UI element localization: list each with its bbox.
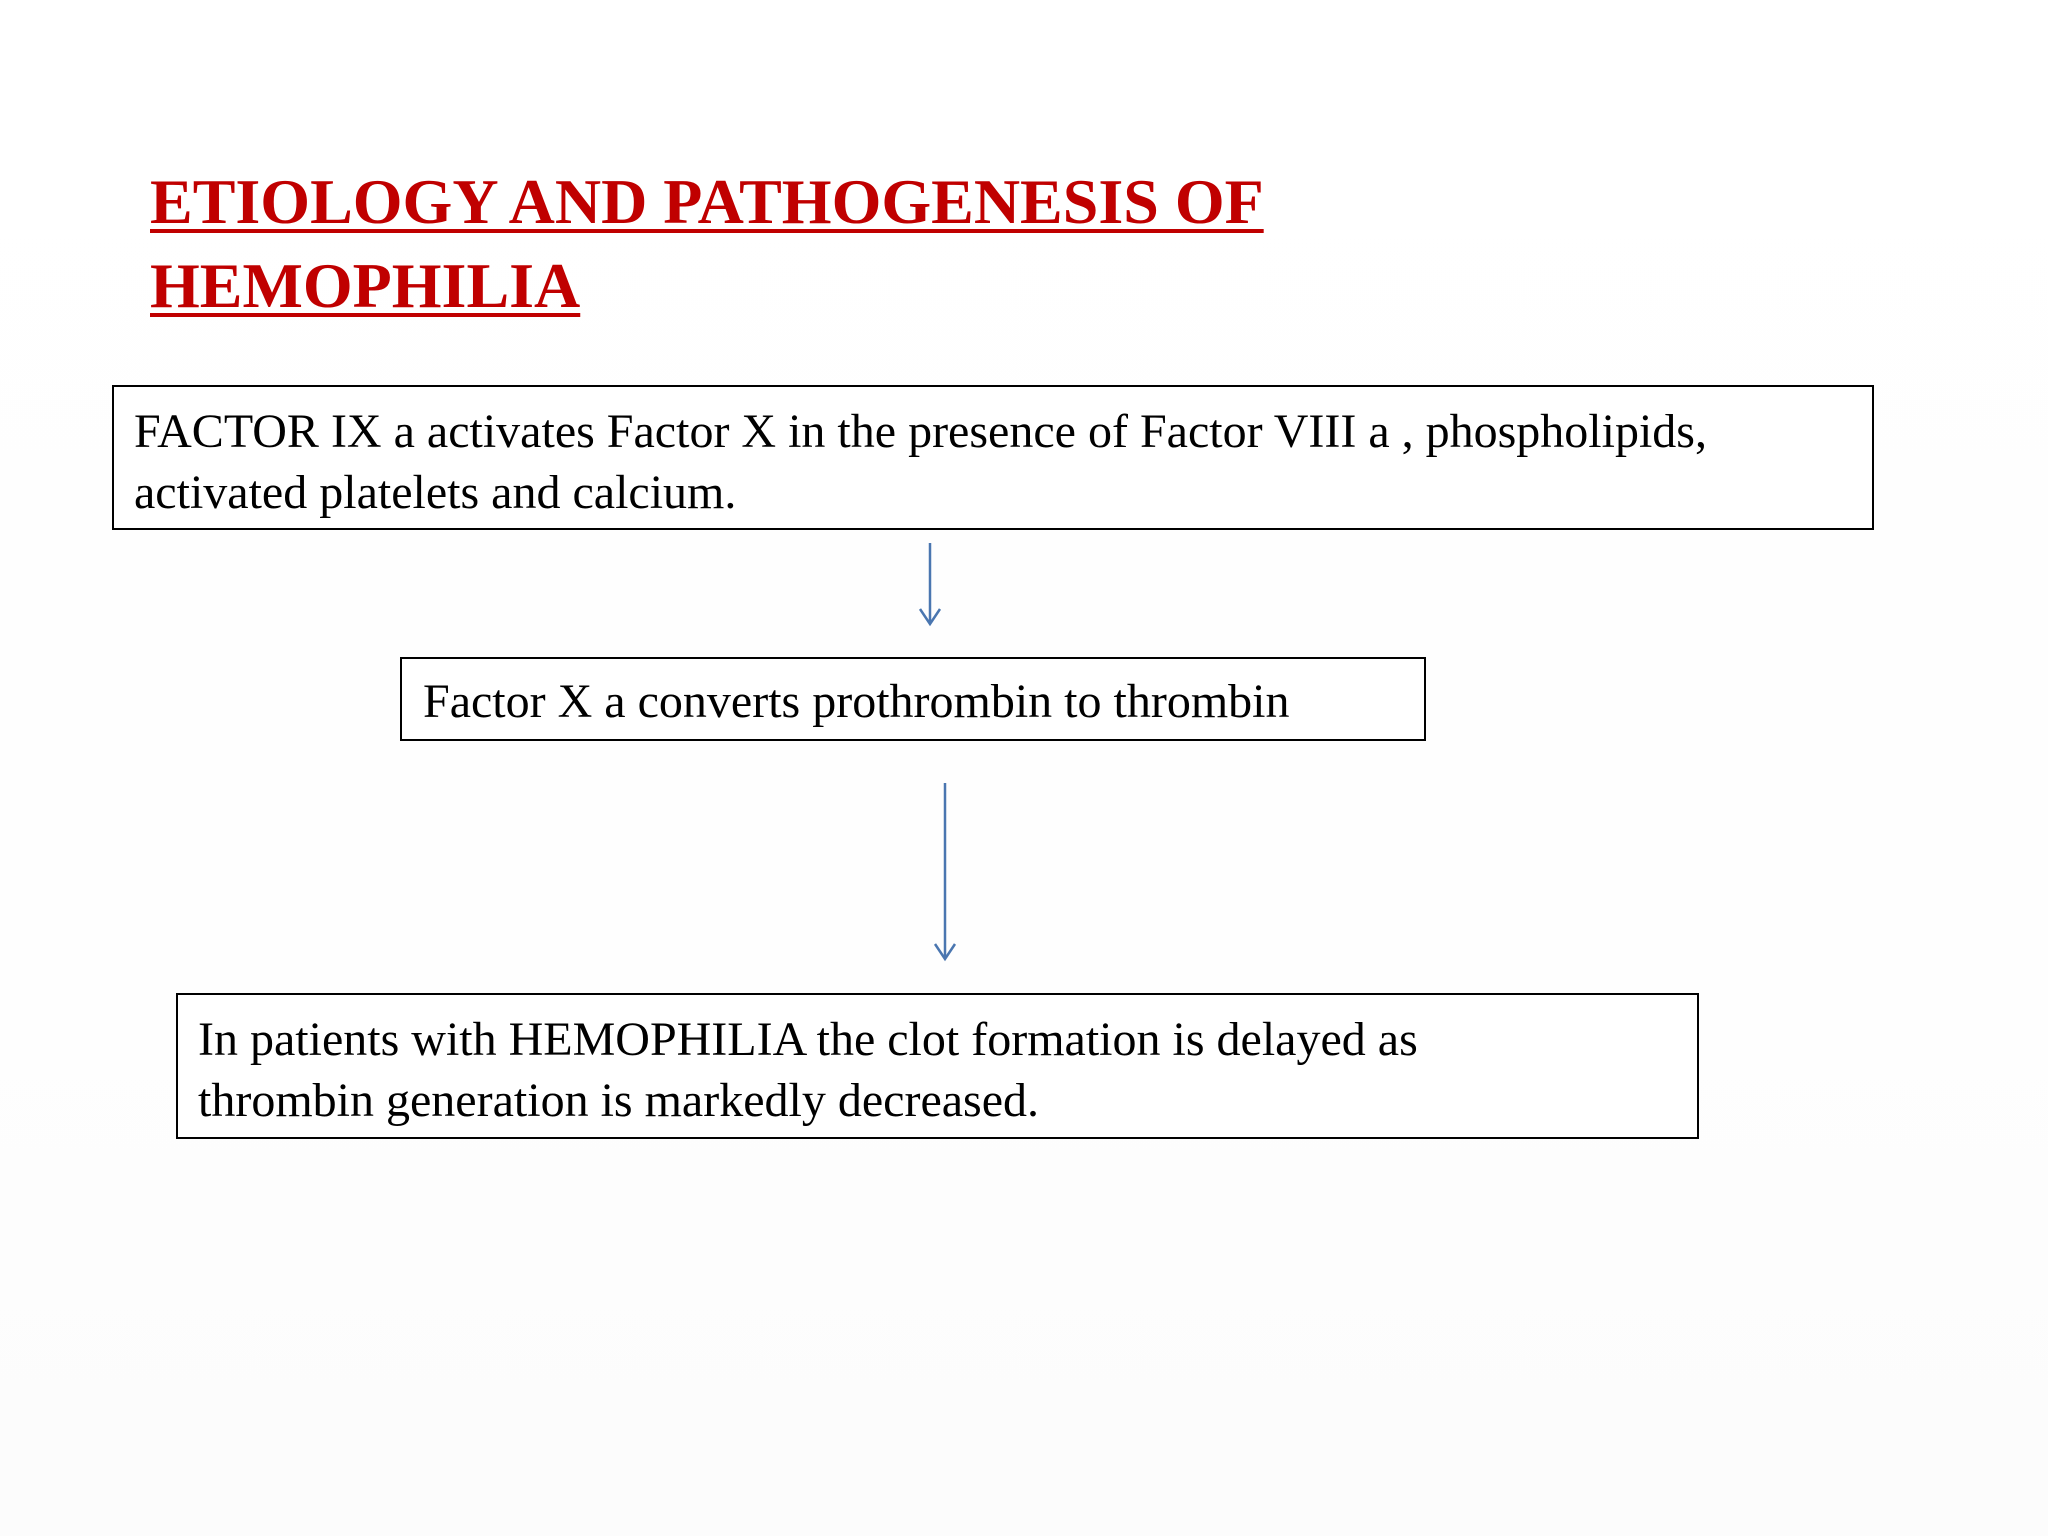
slide-title	[150, 160, 1450, 328]
arrow-down-icon	[915, 543, 945, 627]
flow-step-prothrombin-conversion	[400, 657, 1426, 741]
slide-title-line-1: ETIOLOGY AND PATHOGENESIS OF	[150, 166, 1264, 237]
slide-title-line-2: HEMOPHILIA	[150, 250, 581, 321]
flow-step-1-line-2: activated platelets and calcium.	[134, 466, 737, 519]
arrow-down-icon	[930, 783, 960, 963]
flow-step-1-line-1: FACTOR IX a activates Factor X in the presence of Factor VIII a , phospholipids,	[134, 405, 1707, 458]
flow-step-hemophilia-outcome	[176, 993, 1699, 1139]
flow-step-factor-ix-activation	[112, 385, 1874, 530]
flow-step-2-line-1: Factor X a converts prothrombin to thrombin	[423, 675, 1290, 728]
flow-step-3-line-1: In patients with HEMOPHILIA the clot formation is delayed as	[198, 1013, 1418, 1066]
flow-step-3-line-2: thrombin generation is markedly decreased.	[198, 1074, 1040, 1127]
